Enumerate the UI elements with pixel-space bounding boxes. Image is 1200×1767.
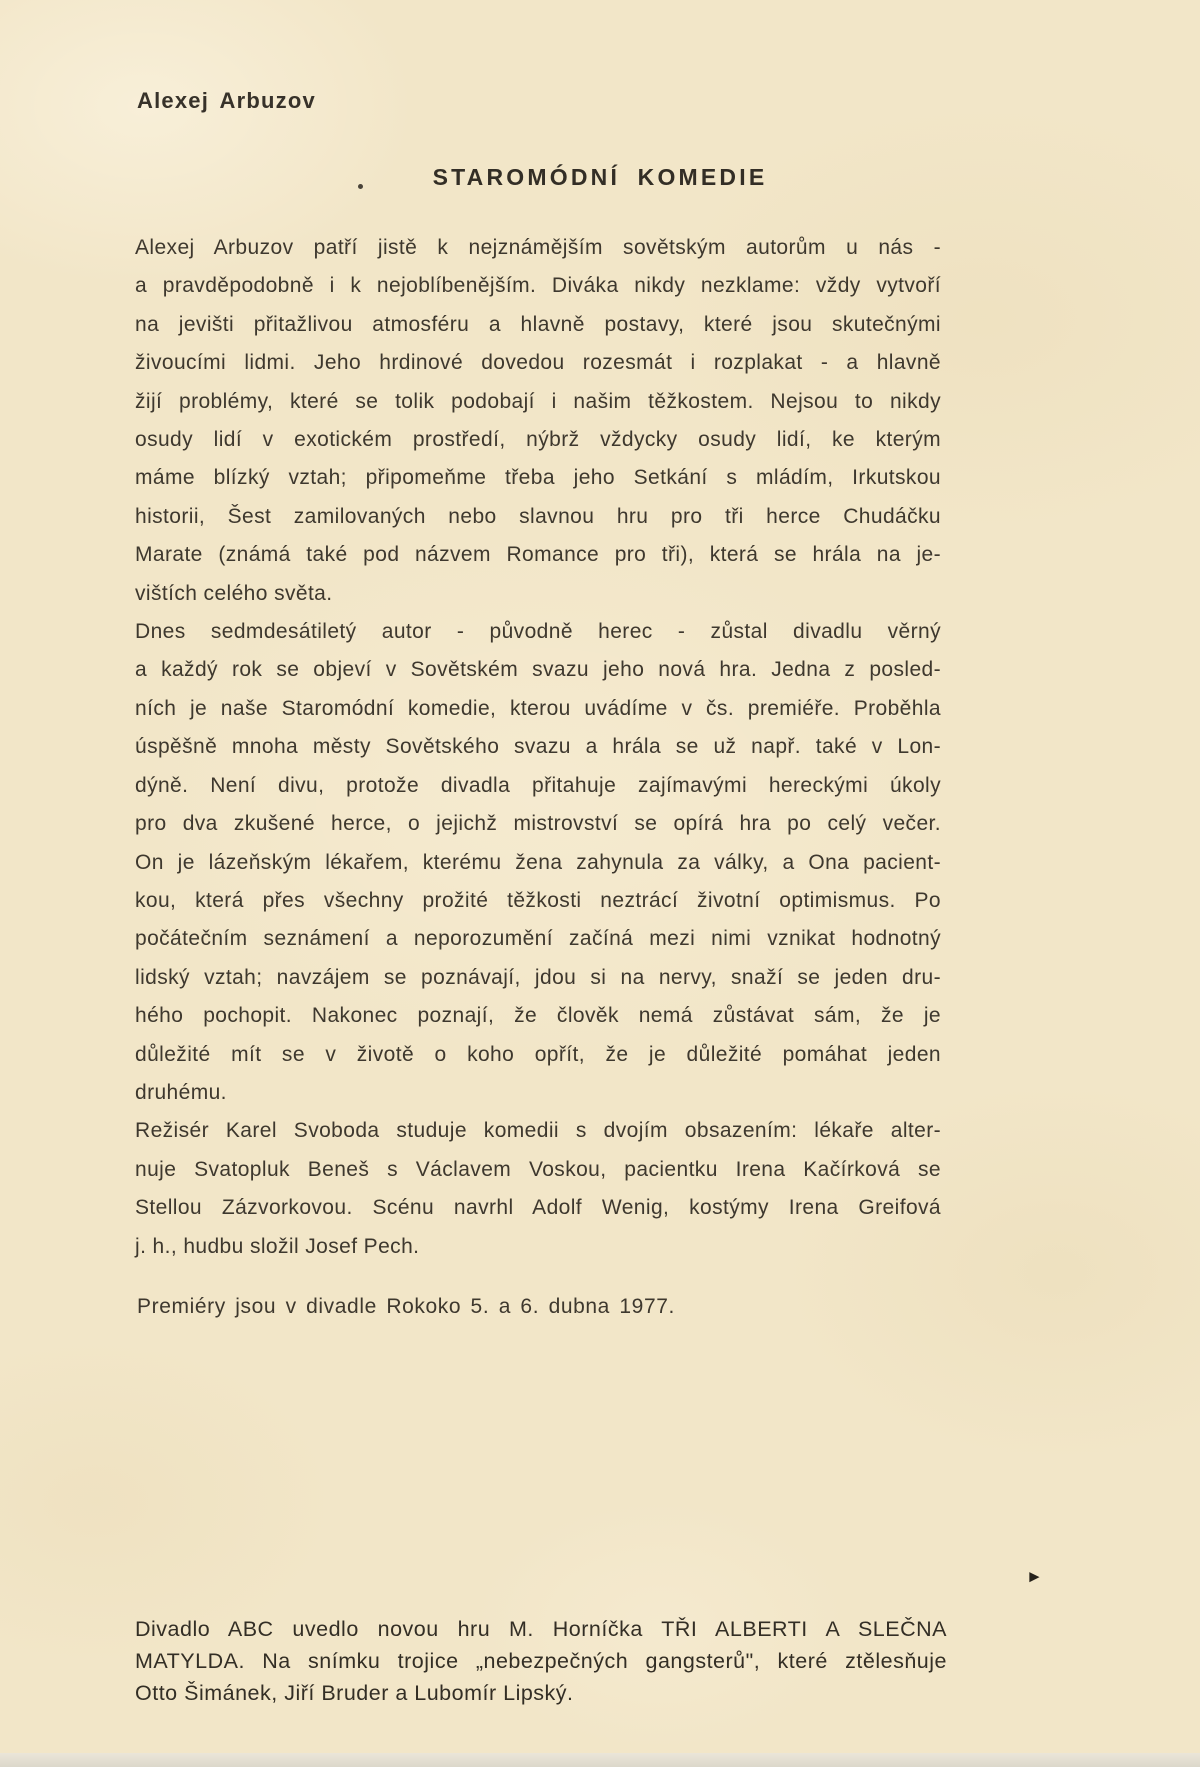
body-line: máme blízký vztah; připomeňme třeba jeho Setkání s mládím, Irkutskou	[135, 466, 941, 490]
photo-caption	[135, 1614, 947, 1709]
body-line: druhému.	[135, 1080, 227, 1104]
body-line: ních je naše Staromódní komedie, kterou uvádíme v čs. premiéře. Proběhla	[135, 696, 941, 720]
body-line: Stellou Zázvorkovou. Scénu navrhl Adolf Wenig, kostýmy Irena Greifová	[135, 1196, 941, 1220]
body-line: živoucími lidmi. Jeho hrdinové dovedou rozesmát i rozplakat - a hlavně	[135, 351, 941, 375]
scan-bottom-edge	[0, 1753, 1200, 1767]
body-line: počátečním seznámení a neporozumění začíná mezi nimi vznikat hodnotný	[135, 927, 941, 951]
body-line: úspěšně mnoha městy Sovětského svazu a hrála se už např. také v Lon-	[135, 735, 941, 759]
body-line: Režisér Karel Svoboda studuje komedii s dvojím obsazením: lékaře alter-	[135, 1119, 941, 1143]
caption-line: Otto Šimánek, Jiří Bruder a Lubomír Lipský.	[135, 1680, 574, 1705]
body-line: dýně. Není divu, protože divadla přitahuje zajímavými hereckými úkoly	[135, 773, 941, 797]
pointer-arrow-icon: ►	[1026, 1567, 1043, 1586]
body-line: pro dva zkušené herce, o jejichž mistrovství se opírá hra po celý večer.	[135, 812, 941, 836]
body-line: vištích celého světa.	[135, 581, 333, 605]
body-line: j. h., hudbu složil Josef Pech.	[135, 1234, 420, 1258]
body-line: On je lázeňským lékařem, kterému žena zahynula za války, a Ona pacient-	[135, 850, 941, 874]
body-line: lidský vztah; navzájem se poznávají, jdou si na nervy, snaží se jeden dru-	[135, 965, 941, 989]
body-line: a každý rok se objeví v Sovětském svazu jeho nová hra. Jedna z posled-	[135, 658, 941, 682]
page-title: STAROMÓDNÍ KOMEDIE	[432, 164, 768, 190]
body-line: na jevišti přitažlivou atmosféru a hlavně postavy, které jsou skutečnými	[135, 312, 941, 336]
body-line: Dnes sedmdesátiletý autor - původně herec - zůstal divadlu věrný	[135, 620, 941, 644]
author-name: Alexej Arbuzov	[137, 88, 316, 113]
body-line: důležité mít se v životě o koho opřít, že je důležité pomáhat jeden	[135, 1042, 941, 1066]
body-text	[135, 229, 941, 1266]
body-line: a pravděpodobně i k nejoblíbenějším. Diváka nikdy nezklame: vždy vytvoří	[135, 274, 941, 298]
premiere-line: Premiéry jsou v divadle Rokoko 5. a 6. dubna 1977.	[137, 1295, 675, 1318]
body-line: Alexej Arbuzov patří jistě k nejznámějším sovětským autorům u nás -	[135, 236, 941, 259]
body-line: Marate (známá také pod názvem Romance pro tři), která se hrála na je-	[135, 543, 941, 567]
body-line: nuje Svatopluk Beneš s Václavem Voskou, pacientku Irena Kačírková se	[135, 1157, 941, 1181]
body-line: žijí problémy, které se tolik podobají i našim těžkostem. Nejsou to nikdy	[135, 389, 941, 413]
caption-line: Divadlo ABC uvedlo novou hru M. Horníčka TŘI ALBERTI A SLEČNA	[135, 1617, 947, 1641]
body-line: hého pochopit. Nakonec poznají, že člověk nemá zůstávat sám, že je	[135, 1004, 941, 1028]
caption-line: MATYLDA. Na snímku trojice „nebezpečných gangsterů", které ztělesňuje	[135, 1648, 947, 1673]
body-line: historii, Šest zamilovaných nebo slavnou hru pro tři herce Chudáčku	[135, 504, 941, 528]
body-line: kou, která přes všechny prožité těžkosti neztrácí životní optimismus. Po	[135, 888, 941, 912]
title-row	[0, 164, 1200, 191]
body-line: osudy lidí v exotickém prostředí, nýbrž vždycky osudy lidí, ke kterým	[135, 428, 941, 452]
